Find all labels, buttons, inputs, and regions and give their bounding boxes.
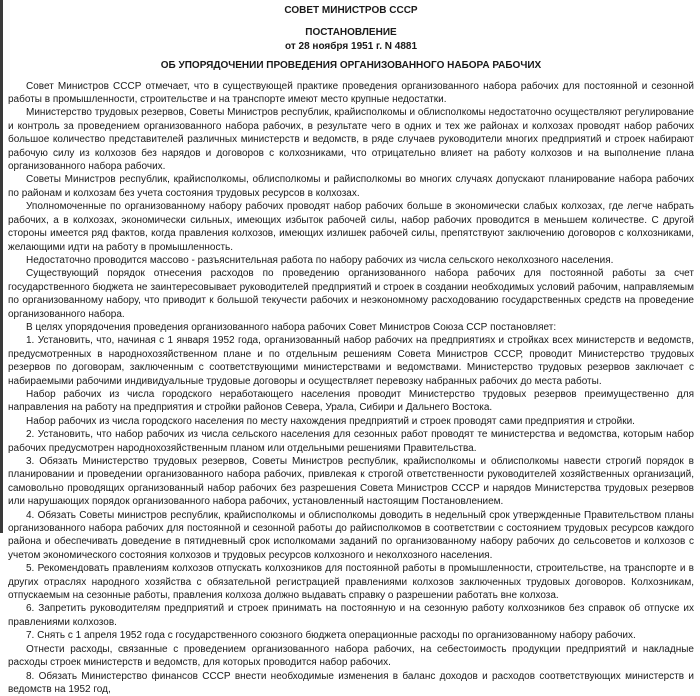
paragraph: Существующий порядок отнесения расходов по проведению организованного набора рабочих для постоянной работы за счет государственного бюджета не заинтересовывает руководителей предприятий и строек в создании необходимых условий рабочим, направляемым по организованному набору, что приводит к большой текучести рабочих и неэкономному расходованию государственных средств на проведение организованного набора. [8, 267, 694, 321]
paragraph: Совет Министров СССР отмечает, что в существующей практике проведения организованного набора рабочих для постоянной и сезонной работы в промышленности, строительстве и на транспорте имеют место крупные недостатки. [8, 80, 694, 107]
paragraph: Недостаточно проводится массово - разъяснительная работа по набору рабочих из числа сельского неколхозного населения. [8, 254, 694, 267]
document-title: ОБ УПОРЯДОЧЕНИИ ПРОВЕДЕНИЯ ОРГАНИЗОВАННОГО НАБОРА РАБОЧИХ [8, 59, 694, 72]
paragraph: Набор рабочих из числа городского неработающего населения проводит Министерство трудовых резервов преимущественно для направления на работу на предприятия и стройки районов Севера, Урала, Сибири и Дальнего Востока. [8, 388, 694, 415]
paragraph: 5. Рекомендовать правлениям колхозов отпускать колхозников для постоянной работы в промышленности, строительстве, на транспорте и в других отраслях народного хозяйства с обязательной регистрацией правлениями колхозов заключенных трудовых договоров. Колхозникам, отпускаемым на сезонные работы, правления колхоза должно выдавать справку о разрешении работать вне колхоза. [8, 562, 694, 602]
window-left-border [0, 0, 3, 533]
paragraph: 1. Установить, что, начиная с 1 января 1952 года, организованный набор рабочих на предприятиях и стройках всех министерств и ведомств, предусмотренных в народнохозяйственном плане и по отдельным решениям Совета Министров СССР, проводит Министерство трудовых резервов по договорам, заключенным с соответствующими министерствами и ведомствами. Министерство трудовых резервов заключает с набираемыми рабочими индивидуальные трудовые договоры и осуществляет перевозку набранных рабочих до места работы. [8, 334, 694, 388]
document-date-number: от 28 ноября 1951 г. N 4881 [8, 40, 694, 53]
paragraph: 7. Снять с 1 апреля 1952 года с государственного союзного бюджета операционные расходы по организованному набору рабочих. [8, 629, 694, 642]
paragraph: Набор рабочих из числа городского населения по месту нахождения предприятий и строек проводят сами предприятия и стройки. [8, 415, 694, 428]
paragraph: 3. Обязать Министерство трудовых резервов, Советы Министров республик, крайисполкомы и облисполкомы навести строгий порядок в планировании и проведении организованного набора рабочих, привлекая к строгой ответственности руководителей хозяйственных организаций, самовольно проводящих организованный набор рабочих без разрешения Совета Министров СССР и нарядов Министерства трудовых резервов или нарушающих порядок организованного набора рабочих, установленный настоящим Постановлением. [8, 455, 694, 509]
paragraph: 8. Обязать Министерство финансов СССР внести необходимые изменения в баланс доходов и расходов соответствующих министерств и ведомств на 1952 год, [8, 670, 694, 696]
paragraph: 6. Запретить руководителям предприятий и строек принимать на постоянную и на сезонную работу колхозников без справок об отпуске их правлениями колхозов. [8, 602, 694, 629]
paragraph: Министерство трудовых резервов, Советы Министров республик, крайисполкомы и облисполкомы недостаточно осуществляют регулирование и контроль за проведением организованного набора рабочих, в результате чего в одних и тех же районах и колхозах проводят набор рабочих большое количество представителей различных министерств и ведомств, в ряде случаев руководители многих предприятий и строек набирают рабочую силу из колхозов без нарядов и договоров с колхозниками, что отрицательно влияет на работу колхозов и на выполнение плана организованного набора рабочих. [8, 106, 694, 173]
issuing-organization: СОВЕТ МИНИСТРОВ СССР [8, 4, 694, 17]
document-type: ПОСТАНОВЛЕНИЕ [8, 26, 694, 39]
paragraph: Советы Министров республик, крайисполкомы, облисполкомы и райисполкомы во многих случаях допускают планирование набора рабочих по районам и колхозам без учета состояния трудовых ресурсов в колхозах. [8, 173, 694, 200]
paragraph: 2. Установить, что набор рабочих из числа сельского населения для сезонных работ проводят те министерства и ведомства, которым набор рабочих предусмотрен народнохозяйственным планом или отдельными решениями Правительства. [8, 428, 694, 455]
paragraph: В целях упорядочения проведения организованного набора рабочих Совет Министров Союза ССР постановляет: [8, 321, 694, 334]
paragraph: 4. Обязать Советы министров республик, крайисполкомы и облисполкомы доводить в недельный срок утвержденные Правительством планы организованного набора рабочих для постоянной и сезонной работы до райисполкомов в соответствии с состоянием трудовых ресурсов каждого района и обеспечивать доведение в пятидневный срок исполкомами заданий по организованному набору рабочих до сельсоветов и колхозов с учетом экономического состояния колхозов и трудовых ресурсов колхозного и неколхозного населения. [8, 509, 694, 563]
document-body [8, 4, 694, 696]
paragraph: Отнести расходы, связанные с проведением организованного набора рабочих, на себестоимость продукции предприятий и накладные расходы строек министерств и ведомств, для которых проводится набор рабочих. [8, 643, 694, 670]
paragraph: Уполномоченные по организованному набору рабочих проводят набор рабочих больше в экономически слабых колхозах, где легче набрать рабочих, а в колхозах, экономически сильных, имеющих избыток рабочей силы, набор рабочих проводится в меньшем количестве. С другой стороны имеется ряд фактов, когда правления колхозов, имеющих излишек рабочей силы, препятствуют заключению договоров с колхозниками, желающими идти на работу в промышленность. [8, 200, 694, 254]
